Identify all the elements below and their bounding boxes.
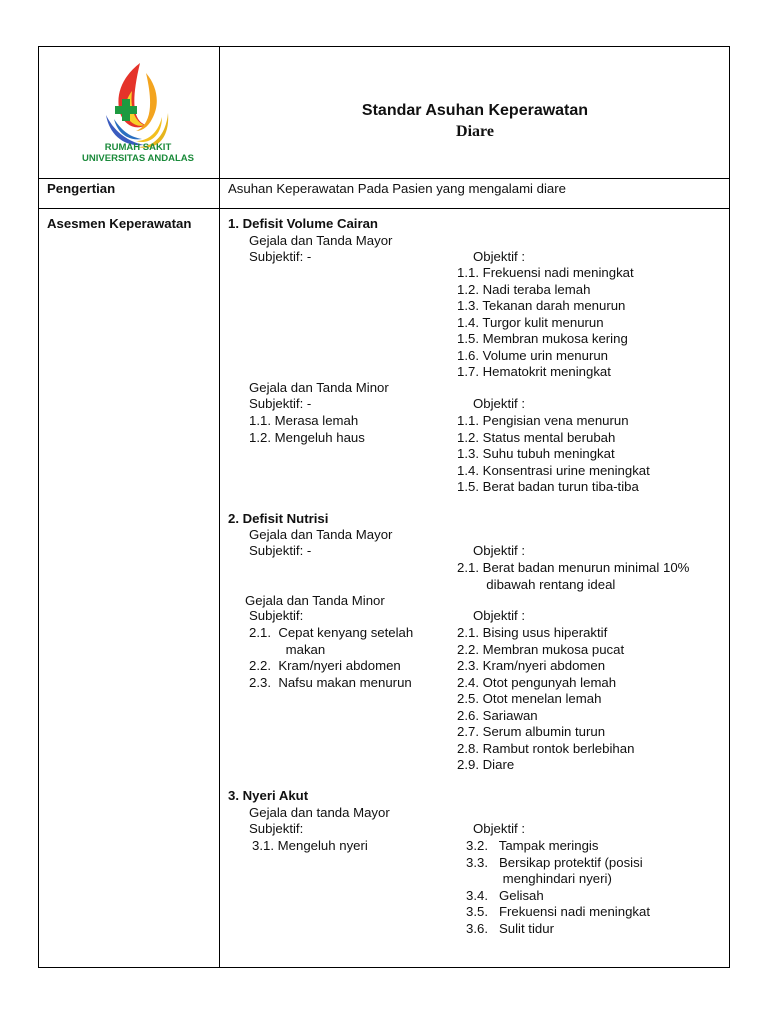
list-item: 1.4. Turgor kulit menurun — [457, 314, 604, 330]
s1-minor-subjektif: Subjektif: - — [249, 396, 312, 411]
list-item: 1.3. Suhu tubuh meningkat — [457, 446, 615, 461]
list-item: 1.1. Pengisian vena menurun — [457, 413, 629, 428]
list-item: 3.4. Gelisah — [466, 887, 544, 903]
column-divider — [219, 46, 220, 968]
list-item: 1.2. Status mental berubah — [457, 429, 616, 445]
list-item: 3.3. Bersikap protektif (posisi — [466, 854, 643, 870]
section-1-title: 1. Defisit Volume Cairan — [228, 216, 378, 231]
s3-mayor-objektif: Objektif : — [473, 821, 526, 836]
page-title: Standar Asuhan Keperawatan — [361, 102, 589, 119]
list-item: 2.1. Berat badan menurun minimal 10% — [457, 560, 690, 575]
list-item: 2.5. Otot menelan lemah — [457, 691, 602, 706]
list-item: 2.3. Kram/nyeri abdomen — [457, 658, 606, 673]
pengertian-label: Pengertian — [47, 181, 116, 196]
list-item: 2.7. Serum albumin turun — [457, 724, 606, 739]
list-item: 1.5. Berat badan turun tiba-tiba — [457, 479, 639, 494]
list-item: 2.4. Otot pengunyah lemah — [457, 674, 617, 690]
s1-mayor-subjektif: Subjektif: - — [249, 249, 312, 264]
section-3-title: 3. Nyeri Akut — [228, 788, 309, 803]
list-item: 2.1. Bising usus hiperaktif — [457, 625, 608, 640]
list-item: 1.2. Mengeluh haus — [249, 429, 365, 445]
row-divider-pengertian — [38, 208, 730, 209]
s1-minor-objektif: Objektif : — [473, 396, 526, 411]
list-item: 1.3. Tekanan darah menurun — [457, 298, 626, 313]
list-item: 2.6. Sariawan — [457, 707, 538, 723]
asesmen-label: Asesmen Keperawatan — [47, 216, 192, 231]
list-item: 2.2. Membran mukosa pucat — [457, 641, 625, 657]
list-item: 1.2. Nadi teraba lemah — [457, 281, 591, 297]
s1-mayor-heading: Gejala dan Tanda Mayor — [249, 233, 393, 248]
s3-mayor-heading: Gejala dan tanda Mayor — [249, 805, 390, 820]
list-item: 3.5. Frekuensi nadi meningkat — [466, 904, 650, 919]
s2-minor-objektif: Objektif : — [473, 608, 526, 623]
list-item: 3.2. Tampak meringis — [466, 838, 599, 853]
s2-minor-subjektif: Subjektif: — [249, 608, 304, 623]
s3-mayor-subjektif: Subjektif: — [249, 821, 304, 836]
list-item: 2.9. Diare — [457, 757, 515, 772]
s1-minor-heading: Gejala dan Tanda Minor — [249, 380, 389, 395]
s2-minor-heading: Gejala dan Tanda Minor — [245, 593, 385, 608]
section-2-title: 2. Defisit Nutrisi — [228, 511, 329, 526]
list-item: 1.1. Merasa lemah — [249, 413, 359, 428]
list-item: menghindari nyeri) — [466, 871, 612, 886]
list-item: 3.6. Sulit tidur — [466, 920, 554, 936]
row-divider-header — [38, 178, 730, 179]
list-item: 2.2. Kram/nyeri abdomen — [249, 658, 401, 673]
list-item: 1.6. Volume urin menurun — [457, 347, 609, 363]
list-item: 1.1. Frekuensi nadi meningkat — [457, 265, 634, 280]
s2-mayor-objektif: Objektif : — [473, 543, 526, 558]
s2-mayor-heading: Gejala dan Tanda Mayor — [249, 527, 393, 542]
list-item: 2.8. Rambut rontok berlebihan — [457, 740, 635, 756]
s1-mayor-objektif: Objektif : — [473, 249, 526, 264]
page-subtitle: Diare — [456, 123, 494, 140]
list-item: 2.1. Cepat kenyang setelah — [249, 625, 414, 640]
list-item: 1.4. Konsentrasi urine meningkat — [457, 462, 650, 478]
pengertian-text: Asuhan Keperawatan Pada Pasien yang mengalami diare — [228, 181, 566, 196]
list-item: 3.1. Mengeluh nyeri — [252, 838, 368, 853]
list-item: 1.7. Hematokrit meningkat — [457, 364, 611, 379]
logo-line1: RUMAH SAKIT — [104, 142, 172, 153]
logo-line2: UNIVERSITAS ANDALAS — [82, 153, 194, 164]
list-item: dibawah rentang ideal — [457, 576, 616, 592]
list-item: 2.3. Nafsu makan menurun — [249, 674, 412, 690]
s2-mayor-subjektif: Subjektif: - — [249, 543, 312, 558]
list-item: makan — [249, 641, 326, 657]
list-item: 1.5. Membran mukosa kering — [457, 331, 628, 346]
